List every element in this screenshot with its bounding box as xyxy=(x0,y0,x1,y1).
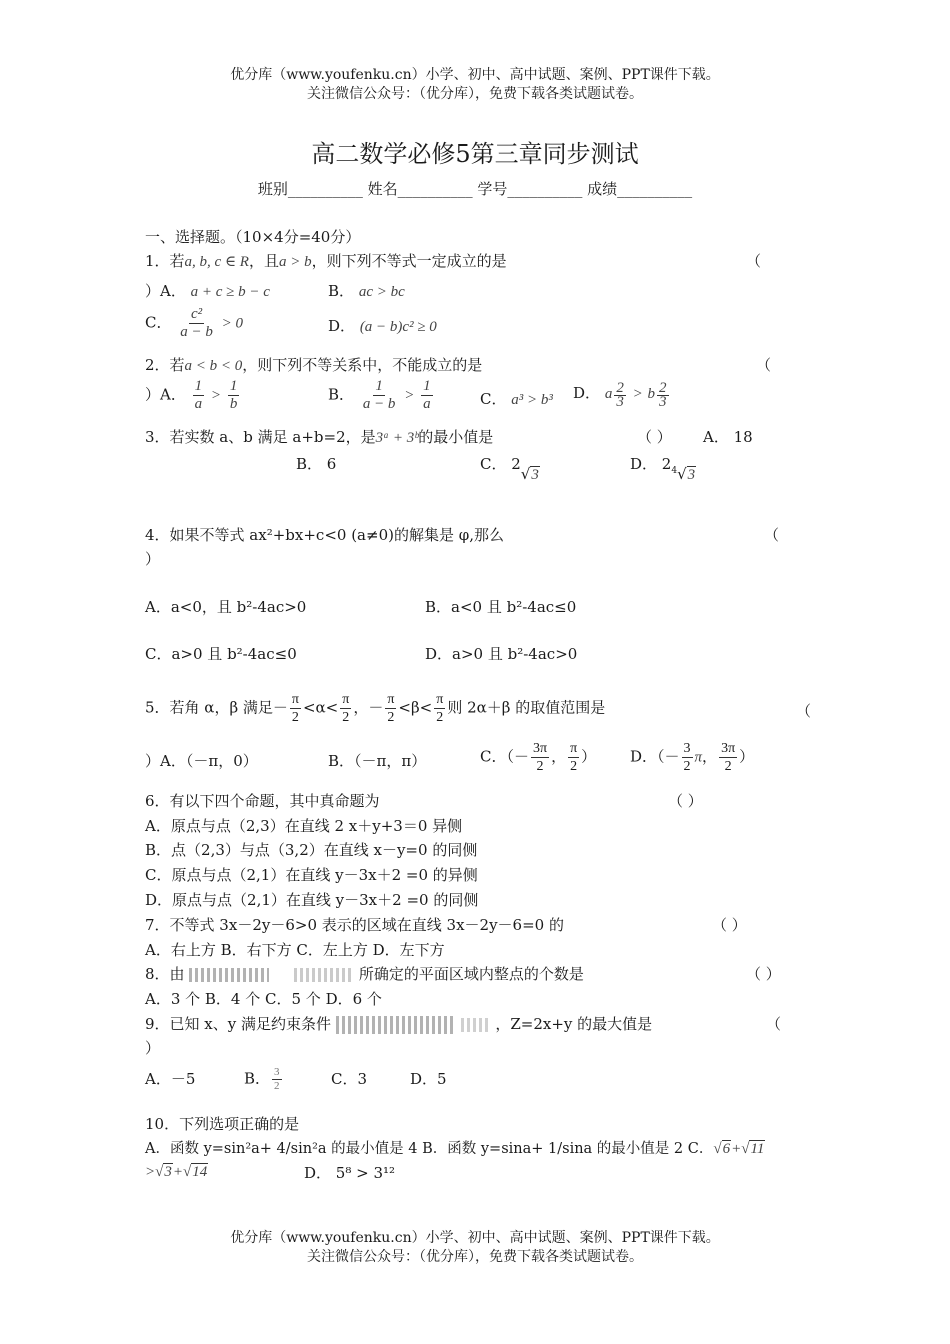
q9-paren-open: （ xyxy=(766,1015,782,1033)
q2-option-a: ）A． $\frac{1}{a}$ > $\frac{1}{b}$ xyxy=(145,378,238,412)
q4-paren-open: （ xyxy=(764,526,780,544)
q4-option-b: B．a<0 且 b²-4ac≤0 xyxy=(425,598,577,616)
q5-option-c: C．（－ $\frac{3\pi}{2}$ ， $\frac{\pi}{2}$ ） xyxy=(480,741,597,774)
q4-option-d: D．a>0 且 b²-4ac>0 xyxy=(425,645,578,663)
q6-option-b: B．点（2,3）与点（3,2）在直线 x－y=0 的同侧 xyxy=(145,841,478,859)
q5-stem: 5．若角 α，β 满足－ $\frac{\pi}{2}$ <α< $\frac{\pi}{2}$ ，－ $\frac{\pi}{2}$ <β< $\frac{\pi}{2}$ 则 2α＋β 的取值范围是 xyxy=(145,692,606,725)
q5-option-d: D．（－ $\frac{3}{2}$ π， $\frac{3\pi}{2}$ ） xyxy=(630,741,755,774)
q2-option-c: C． a³ > b³ xyxy=(480,390,553,408)
q2-stem: 2．若a < b < 0，则下列不等关系中，不能成立的是 xyxy=(145,356,483,374)
q3-stem: 3．若实数 a、b 满足 a+b=2，是3ᵃ + 3ᵇ的最小值是 xyxy=(145,428,494,446)
q2-paren-open: （ xyxy=(756,356,772,374)
q8-inequality-image-part xyxy=(294,968,354,982)
q1-option-d: D． (a − b)c² ≥ 0 xyxy=(328,317,437,335)
q8-paren: （ ） xyxy=(746,965,781,983)
q9-constraint-image xyxy=(336,1016,456,1034)
q1-paren-open: （ xyxy=(746,252,762,270)
q4-stem: 4．如果不等式 ax²+bx+c<0 (a≠0)的解集是 φ,那么 xyxy=(145,526,505,544)
q4-paren-close: ） xyxy=(145,550,161,568)
q6-option-a: A．原点与点（2,3）在直线 2 x＋y+3＝0 异侧 xyxy=(145,817,463,835)
q6-stem: 6．有以下四个命题，其中真命题为 xyxy=(145,792,380,810)
q9-option-c: C．3 xyxy=(331,1070,368,1088)
q8-options: A．3 个 B．4 个 C．5 个 D．6 个 xyxy=(145,990,382,1008)
q3-paren: （ ） xyxy=(637,428,672,446)
q3-option-b: B． 6 xyxy=(296,455,337,473)
q2-option-b: B． $\frac{1}{a - b}$ > $\frac{1}{a}$ xyxy=(328,378,431,412)
q5-option-b: B．（－π，π） xyxy=(328,752,427,770)
q3-option-d: D． $2^4√3$ xyxy=(630,455,696,483)
q7-stem: 7．不等式 3x－2y－6>0 表示的区域在直线 3x－2y－6=0 的 xyxy=(145,916,564,934)
page-title: 高二数学必修5第三章同步测试 xyxy=(311,140,639,168)
q9-paren-close: ） xyxy=(145,1039,161,1057)
q5-option-a: ）A．（－π，0） xyxy=(145,752,258,770)
q9-constraint-image-part xyxy=(461,1018,491,1032)
q1-option-a: ）A． a + c ≥ b − c xyxy=(145,282,270,300)
q3-option-a: A． 18 xyxy=(703,428,753,446)
q1-stem: 1．若a, b, c ∈ R，且a > b，则下列不等式一定成立的是 xyxy=(145,252,507,270)
header-line-2: 关注微信公众号：（优分库），免费下载各类试题试卷。 xyxy=(307,86,643,102)
footer-line-1: 优分库（www.youfenku.cn）小学、初中、高中试题、案例、PPT课件下载。 xyxy=(230,1230,720,1246)
q1-option-c: C． $\frac{\text{c²}}{a - b}$ > 0 xyxy=(145,306,244,340)
q9-stem: 9．已知 x、y 满足约束条件 ，Z=2x+y 的最大值是 xyxy=(145,1015,653,1033)
q1-option-b: B． ac > bc xyxy=(328,282,405,300)
q2-option-d: D． a $\frac{2}{3}$ > b $\frac{2}{3}$ xyxy=(573,380,667,410)
header-line-1: 优分库（www.youfenku.cn）小学、初中、高中试题、案例、PPT课件下载。 xyxy=(230,67,720,83)
q10-option-d: D． 5⁸ > 3¹² xyxy=(304,1164,396,1182)
q9-option-b: B． $\frac{3}{2}$ xyxy=(244,1066,280,1092)
q7-paren: （ ） xyxy=(712,916,747,934)
q8-inequality-system-image xyxy=(189,968,269,982)
q4-option-a: A．a<0，且 b²-4ac>0 xyxy=(145,598,307,616)
q10-options-line-2: >√3+√14 xyxy=(145,1164,208,1180)
footer-line-2: 关注微信公众号：（优分库），免费下载各类试题试卷。 xyxy=(307,1249,643,1265)
section-heading: 一、选择题。（10×4分=40分） xyxy=(145,228,361,246)
q10-stem: 10．下列选项正确的是 xyxy=(145,1115,300,1133)
q4-option-c: C．a>0 且 b²-4ac≤0 xyxy=(145,645,297,663)
q6-option-c: C．原点与点（2,1）在直线 y－3x＋2 =0 的异侧 xyxy=(145,866,478,884)
q9-option-a: A．－5 xyxy=(145,1070,196,1088)
q9-option-d: D．5 xyxy=(410,1070,447,1088)
q7-options: A．右上方 B．右下方 C．左上方 D．左下方 xyxy=(145,941,445,959)
q8-stem: 8．由 所确定的平面区域内整点的个数是 xyxy=(145,965,584,983)
q6-option-d: D．原点与点（2,1）在直线 y－3x＋2 =0 的同侧 xyxy=(145,891,479,909)
q3-option-c: C． 2√3 xyxy=(480,455,539,483)
q6-paren: （ ） xyxy=(668,792,703,810)
student-info-line: 班别__________ 姓名__________ 学号__________ 成绩__________ xyxy=(257,180,693,198)
q10-options-line-1: A．函数 y=sin²a+ 4/sin²a 的最小值是 4 B．函数 y=sina+ 1/sina 的最小值是 2 C．√6+√11 xyxy=(145,1141,765,1157)
q5-paren-open: （ xyxy=(796,702,812,720)
